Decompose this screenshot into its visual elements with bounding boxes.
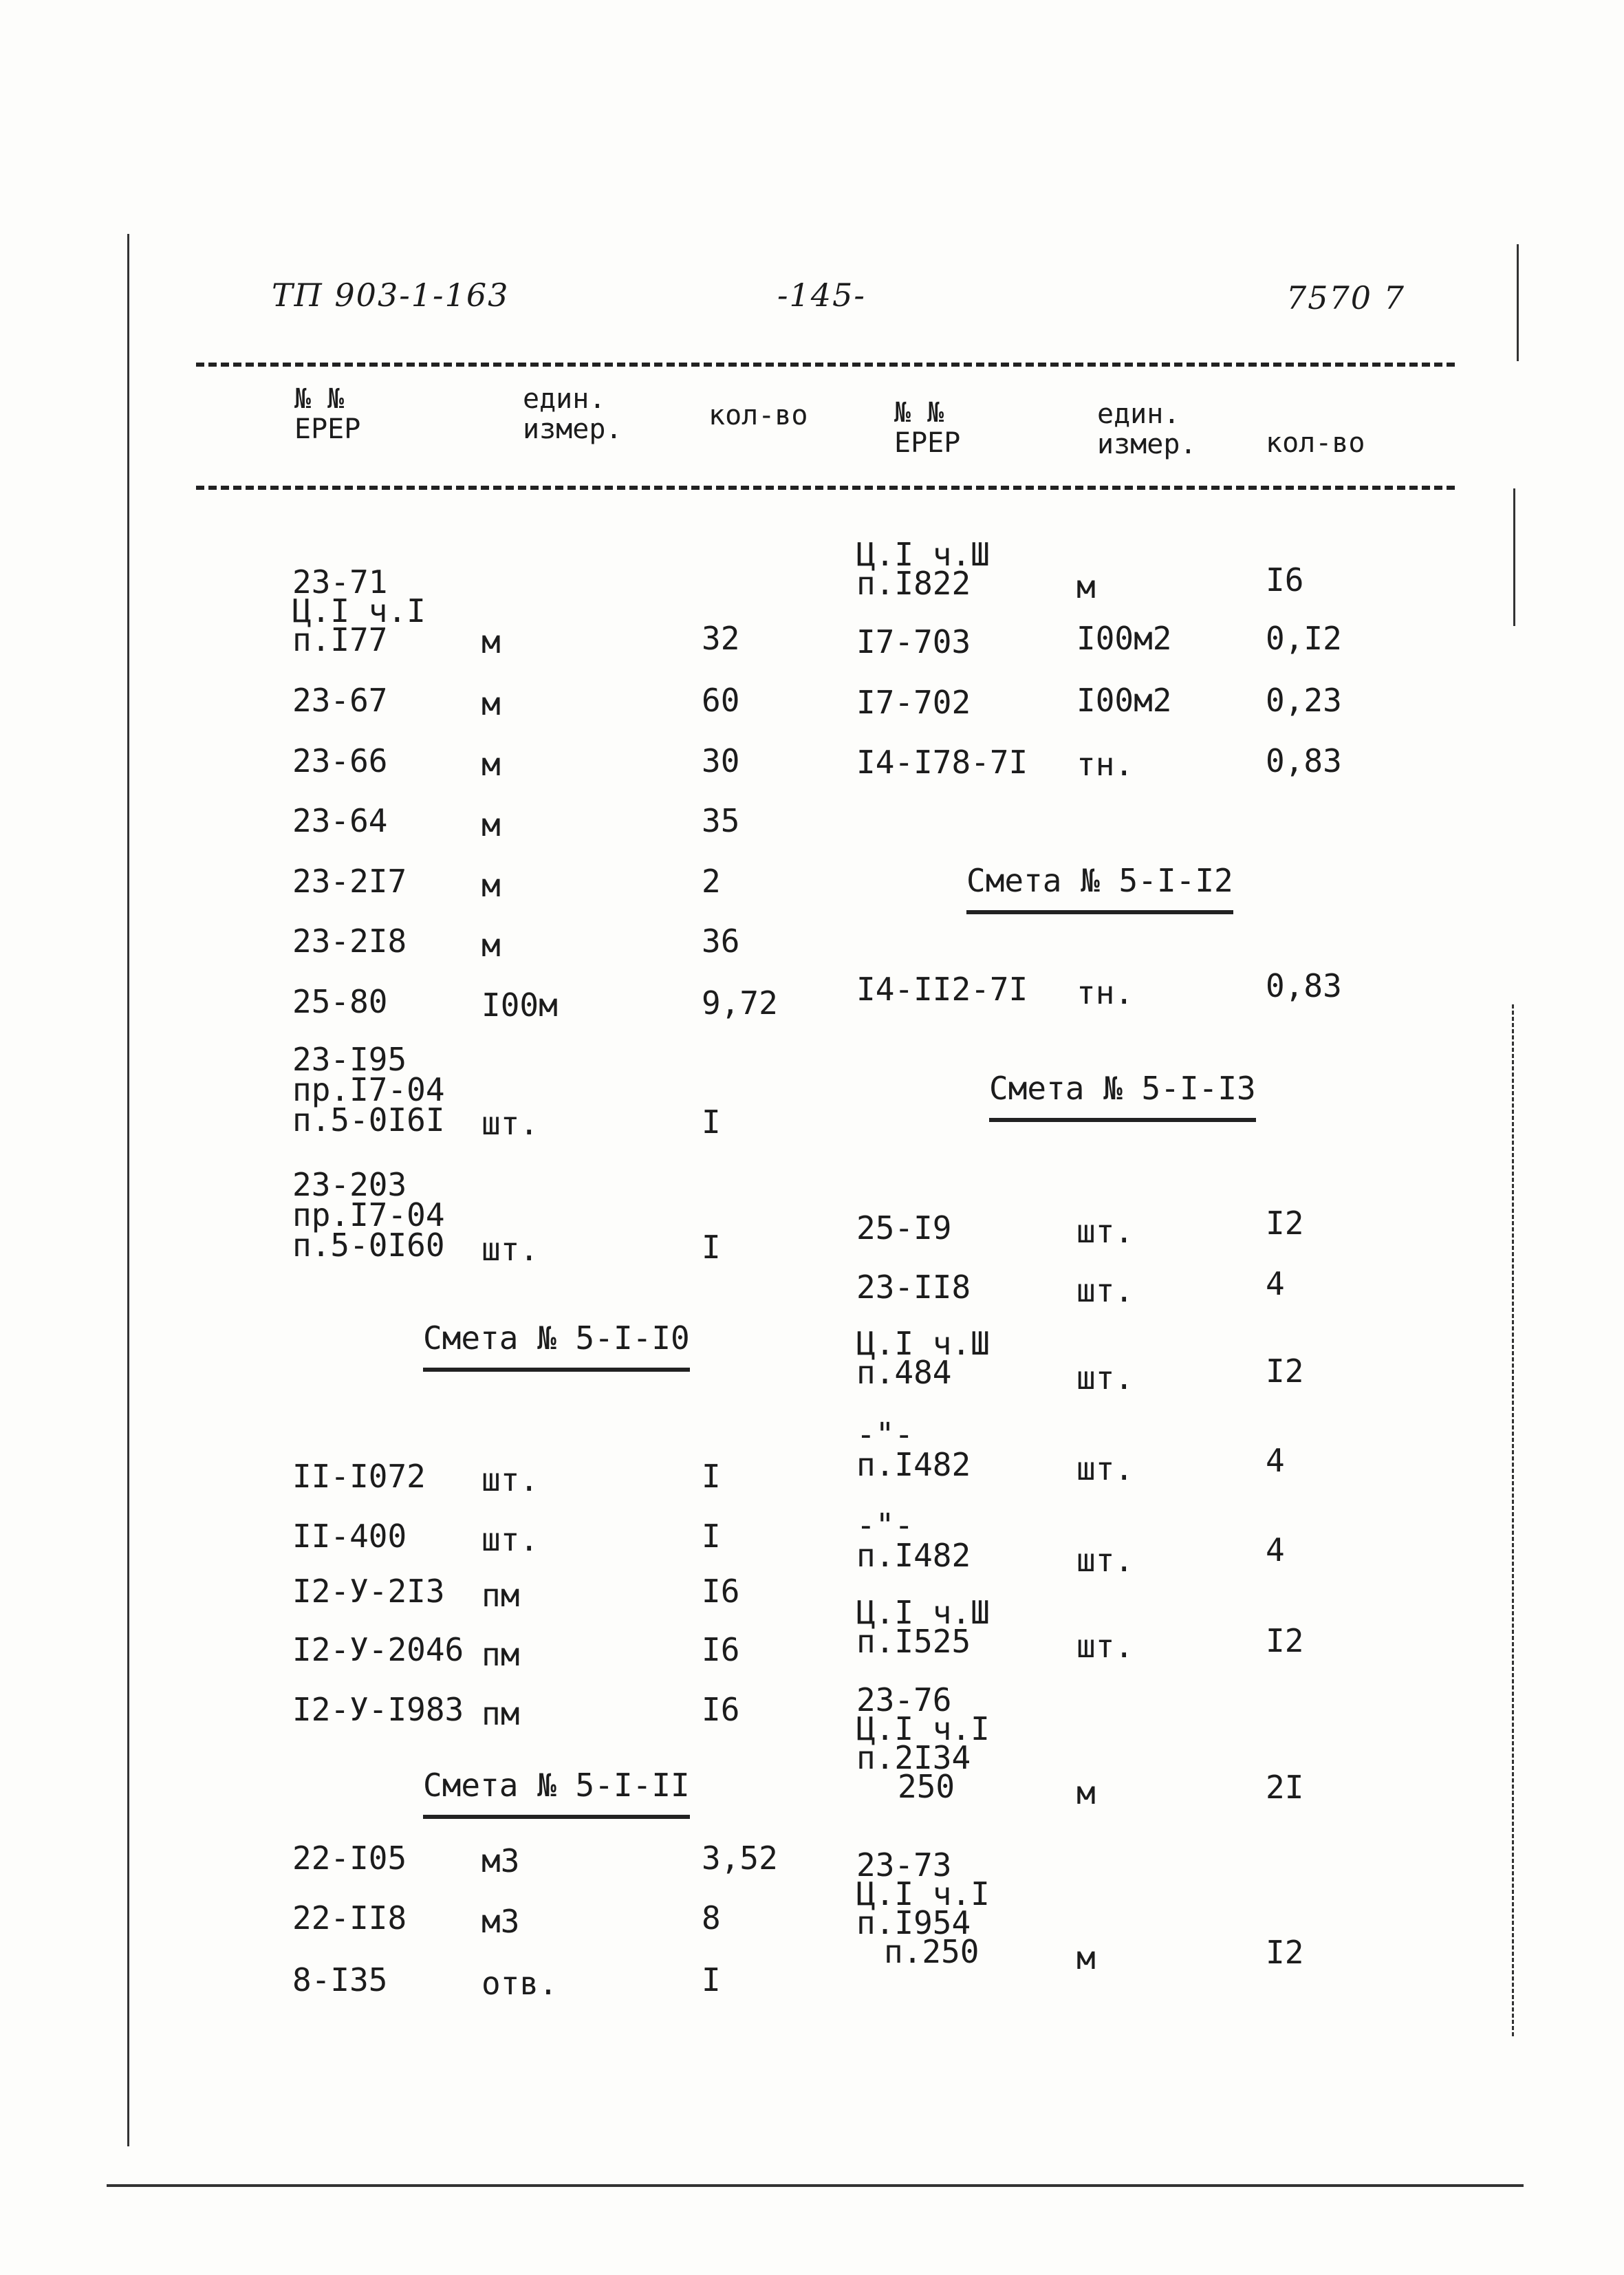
left-code-12: I2-У-2I3 xyxy=(292,1573,445,1610)
left-unit-3: м xyxy=(481,746,501,783)
right-unit-11: шт. xyxy=(1076,1628,1134,1665)
right-qty-12: 2I xyxy=(1266,1769,1304,1806)
right-qty-2: 0,I2 xyxy=(1266,620,1342,657)
estimate-heading-5-1-11: Смета № 5-I-II xyxy=(423,1768,690,1819)
left-unit-17: отв. xyxy=(481,1965,558,2002)
right-code-12: 23-76 Ц.I ч.I п.2I34 250 xyxy=(856,1681,990,1805)
left-unit-8: шт. xyxy=(481,1105,539,1142)
doc-code: ТП 903-1-163 xyxy=(272,277,510,314)
col-unit-left: един. измер. xyxy=(523,383,622,445)
right-code-4: I4-I78-7I xyxy=(856,744,1028,781)
left-code-17: 8-I35 xyxy=(292,1961,388,1998)
left-code-14: I2-У-I983 xyxy=(292,1691,464,1728)
right-code-7: 23-II8 xyxy=(856,1269,971,1306)
col-num-left: № № ЕРЕР xyxy=(294,383,361,445)
left-qty-12: I6 xyxy=(702,1573,740,1610)
left-qty-1: 32 xyxy=(702,620,740,657)
right-code-10: -"- п.I482 xyxy=(856,1507,971,1574)
estimate-heading-5-1-13: Смета № 5-I-I3 xyxy=(989,1071,1256,1122)
right-margin-line-low xyxy=(1512,1004,1514,2036)
left-code-11: II-400 xyxy=(292,1518,407,1555)
left-qty-14: I6 xyxy=(702,1691,740,1728)
right-unit-3: I00м2 xyxy=(1076,682,1172,719)
right-code-9: -"- п.I482 xyxy=(856,1416,971,1483)
right-unit-10: шт. xyxy=(1076,1542,1134,1579)
left-code-4: 23-64 xyxy=(292,802,388,839)
right-unit-9: шт. xyxy=(1076,1450,1134,1487)
right-code-3: I7-702 xyxy=(856,684,971,721)
left-unit-13: пм xyxy=(481,1636,520,1673)
estimate-heading-5-1-10: Смета № 5-I-I0 xyxy=(423,1321,690,1372)
left-code-1: 23-71 Ц.I ч.I п.I77 xyxy=(292,563,426,658)
left-unit-1: м xyxy=(481,623,501,660)
right-qty-9: 4 xyxy=(1266,1442,1285,1479)
right-code-2: I7-703 xyxy=(856,623,971,660)
right-qty-13: I2 xyxy=(1266,1934,1304,1971)
right-qty-5: 0,83 xyxy=(1266,967,1342,1004)
left-code-7: 25-80 xyxy=(292,983,388,1020)
left-code-9: 23-203 пр.I7-04 п.5-0I60 xyxy=(292,1166,445,1264)
right-qty-7: 4 xyxy=(1266,1265,1285,1302)
left-code-13: I2-У-2046 xyxy=(292,1631,464,1668)
left-code-8: 23-I95 пр.I7-04 п.5-0I6I xyxy=(292,1041,445,1139)
left-unit-10: шт. xyxy=(481,1461,539,1498)
left-unit-15: м3 xyxy=(481,1842,520,1879)
col-qty-left: кол-во xyxy=(708,400,808,431)
left-code-10: II-I072 xyxy=(292,1458,426,1495)
right-qty-8: I2 xyxy=(1266,1352,1304,1390)
left-qty-11: I xyxy=(702,1518,721,1555)
left-unit-9: шт. xyxy=(481,1231,539,1268)
left-margin-line xyxy=(127,234,129,2146)
right-unit-7: шт. xyxy=(1076,1272,1134,1309)
left-code-3: 23-66 xyxy=(292,742,388,779)
left-qty-4: 35 xyxy=(702,802,740,839)
left-qty-10: I xyxy=(702,1458,721,1495)
right-code-13: 23-73 Ц.I ч.I п.I954 п.250 xyxy=(856,1846,990,1970)
right-unit-4: тн. xyxy=(1076,746,1134,783)
right-qty-3: 0,23 xyxy=(1266,682,1342,719)
left-qty-6: 36 xyxy=(702,923,740,960)
left-qty-17: I xyxy=(702,1961,721,1998)
page-number: -145- xyxy=(777,277,866,314)
right-unit-13: м xyxy=(1076,1939,1096,1976)
left-unit-6: м xyxy=(481,927,501,964)
left-unit-7: I00м xyxy=(481,986,558,1024)
left-qty-9: I xyxy=(702,1229,721,1266)
right-code-6: 25-I9 xyxy=(856,1209,952,1247)
col-unit-right: един. измер. xyxy=(1097,398,1197,460)
left-unit-2: м xyxy=(481,685,501,722)
left-code-6: 23-2I8 xyxy=(292,923,407,960)
left-unit-12: пм xyxy=(481,1577,520,1614)
right-code-5: I4-II2-7I xyxy=(856,971,1028,1008)
left-code-5: 23-2I7 xyxy=(292,863,407,900)
right-code-11: Ц.I ч.Ш п.I525 xyxy=(856,1594,990,1660)
right-qty-4: 0,83 xyxy=(1266,742,1342,779)
left-unit-14: пм xyxy=(481,1695,520,1732)
col-qty-right: кол-во xyxy=(1266,427,1365,459)
sheet-code: 7570 7 xyxy=(1286,279,1405,316)
bottom-rule xyxy=(107,2184,1524,2187)
right-unit-1: м xyxy=(1076,568,1096,605)
left-unit-16: м3 xyxy=(481,1903,520,1940)
right-unit-2: I00м2 xyxy=(1076,620,1172,657)
right-unit-5: тн. xyxy=(1076,974,1134,1011)
left-qty-5: 2 xyxy=(702,863,721,900)
right-unit-8: шт. xyxy=(1076,1359,1134,1397)
col-num-right: № № ЕРЕР xyxy=(894,397,961,459)
header-rule-top xyxy=(196,363,1455,367)
right-unit-6: шт. xyxy=(1076,1213,1134,1250)
left-unit-4: м xyxy=(481,806,501,843)
left-qty-16: 8 xyxy=(702,1899,721,1937)
estimate-heading-5-1-12: Смета № 5-I-I2 xyxy=(966,863,1233,914)
left-qty-3: 30 xyxy=(702,742,740,779)
right-unit-12: м xyxy=(1076,1774,1096,1811)
left-qty-2: 60 xyxy=(702,682,740,719)
left-code-16: 22-II8 xyxy=(292,1899,407,1937)
left-qty-15: 3,52 xyxy=(702,1840,778,1877)
right-code-8: Ц.I ч.Ш п.484 xyxy=(856,1325,990,1391)
left-qty-8: I xyxy=(702,1103,721,1141)
right-margin-line-mid xyxy=(1513,488,1515,626)
right-qty-1: I6 xyxy=(1266,561,1304,599)
right-code-1: Ц.I ч.Ш п.I822 xyxy=(856,536,990,602)
left-code-2: 23-67 xyxy=(292,682,388,719)
right-qty-11: I2 xyxy=(1266,1622,1304,1659)
right-margin-line-top xyxy=(1517,244,1519,361)
left-unit-11: шт. xyxy=(481,1521,539,1558)
left-code-15: 22-I05 xyxy=(292,1840,407,1877)
header-rule-bottom xyxy=(196,486,1455,490)
left-unit-5: м xyxy=(481,867,501,904)
right-qty-10: 4 xyxy=(1266,1531,1285,1568)
left-qty-13: I6 xyxy=(702,1631,740,1668)
right-qty-6: I2 xyxy=(1266,1205,1304,1242)
left-qty-7: 9,72 xyxy=(702,984,778,1022)
